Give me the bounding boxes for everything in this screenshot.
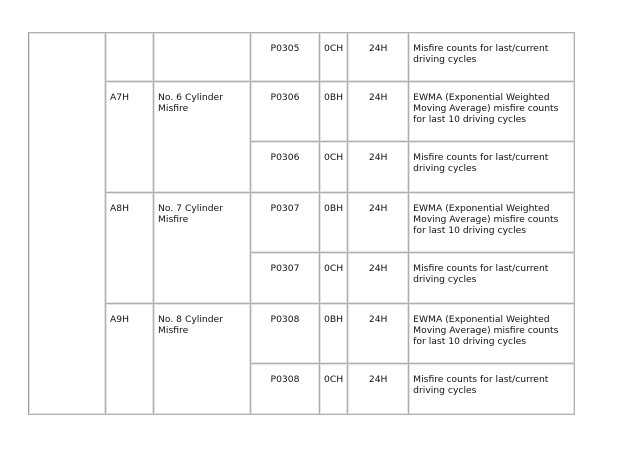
table-row [29,193,575,253]
unit-cell: 24H [348,33,409,82]
description-cell: Misfire counts for last/current driving cycles [409,33,575,82]
description-cell: Misfire counts for last/current driving cycles [409,364,575,415]
table-row [29,82,575,142]
unit-cell: 24H [348,253,409,304]
unit-cell: 24H [348,304,409,364]
dtc-cell: P0308 [251,364,320,415]
unit-cell: 24H [348,193,409,253]
description-cell: EWMA (Exponential Weighted Moving Average) misfire counts for last 10 driving cycles [409,82,575,142]
test-id-cell: 0CH [320,253,348,304]
test-id-cell: 0BH [320,193,348,253]
monitor-code-cell: A9H [106,304,154,415]
monitor-name-cell: No. 6 Cylinder Misfire [154,82,251,193]
description-cell: Misfire counts for last/current driving cycles [409,253,575,304]
unit-cell: 24H [348,364,409,415]
description-cell: EWMA (Exponential Weighted Moving Average) misfire counts for last 10 driving cycles [409,304,575,364]
test-id-cell: 0BH [320,82,348,142]
monitor-code-cell: A8H [106,193,154,304]
unit-cell: 24H [348,82,409,142]
monitor-code-cell [106,33,154,82]
misfire-monitor-table [28,32,575,415]
description-cell: Misfire counts for last/current driving cycles [409,142,575,193]
dtc-cell: P0308 [251,304,320,364]
description-cell: EWMA (Exponential Weighted Moving Average) misfire counts for last 10 driving cycles [409,193,575,253]
test-id-cell: 0CH [320,364,348,415]
unit-cell: 24H [348,142,409,193]
table-row [29,304,575,364]
table-row [29,33,575,82]
monitor-name-cell [154,33,251,82]
dtc-cell: P0307 [251,193,320,253]
table-body [29,33,575,415]
dtc-cell: P0306 [251,82,320,142]
test-id-cell: 0BH [320,304,348,364]
test-id-cell: 0CH [320,142,348,193]
test-id-cell: 0CH [320,33,348,82]
monitor-code-cell: A7H [106,82,154,193]
monitor-name-cell: No. 7 Cylinder Misfire [154,193,251,304]
category-cell [29,33,106,415]
dtc-cell: P0306 [251,142,320,193]
monitor-name-cell: No. 8 Cylinder Misfire [154,304,251,415]
dtc-cell: P0307 [251,253,320,304]
dtc-cell: P0305 [251,33,320,82]
